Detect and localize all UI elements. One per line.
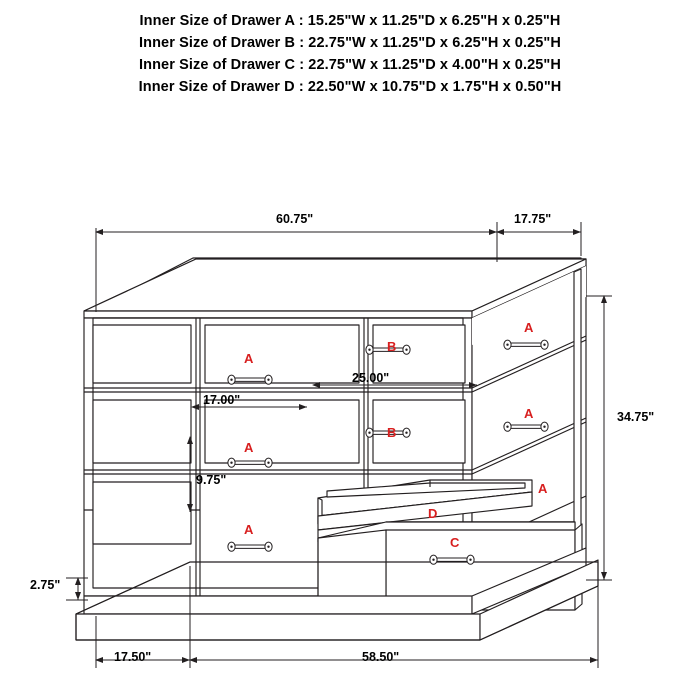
drawer-label-d: D xyxy=(428,506,438,521)
drawer-label-a6: A xyxy=(538,481,548,496)
drawer-label-a4: A xyxy=(524,406,534,421)
drawer-label-a5: A xyxy=(244,522,254,537)
drawer-label-a2: A xyxy=(524,320,534,335)
dim-base-depth: 17.50" xyxy=(114,650,152,664)
dim-drawer-height-left: 9.75" xyxy=(196,473,227,487)
dim-drawer-b-width: 25.00" xyxy=(352,371,390,385)
dim-total-height: 34.75" xyxy=(617,410,655,424)
dim-top-depth: 17.75" xyxy=(514,212,552,226)
drawer-label-c: C xyxy=(450,535,460,550)
dim-top-width: 60.75" xyxy=(276,212,314,226)
dim-base-height: 2.75" xyxy=(30,578,61,592)
drawer-label-b1: B xyxy=(387,339,397,354)
drawer-label-b2: B xyxy=(387,425,397,440)
dim-base-width: 58.50" xyxy=(362,650,400,664)
dim-drawer-a-width: 17.00" xyxy=(203,393,241,407)
spec-line-a: Inner Size of Drawer A : 15.25"W x 11.25"D x 6.25"H x 0.25"H xyxy=(139,13,561,29)
drawer-label-a1: A xyxy=(244,351,254,366)
spec-line-b: Inner Size of Drawer B : 22.75"W x 11.25"D x 6.25"H x 0.25"H xyxy=(139,35,561,51)
spec-line-c: Inner Size of Drawer C : 22.75"W x 11.25"D x 4.00"H x 0.25"H xyxy=(139,57,561,73)
spec-line-d: Inner Size of Drawer D : 22.50"W x 10.75"D x 1.75"H x 0.50"H xyxy=(138,79,562,95)
drawer-label-a3: A xyxy=(244,440,254,455)
